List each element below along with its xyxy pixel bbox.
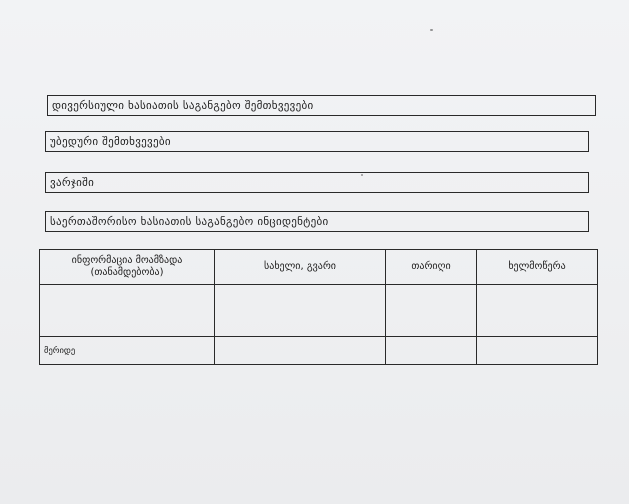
heading-text: საერთაშორისო ხასიათის საგანგებო ინციდენტები <box>50 215 329 228</box>
heading-text: უბედური შემთხვევები <box>50 135 171 148</box>
column-header-name: სახელი, გვარი <box>215 250 386 285</box>
heading-sabotage-emergencies <box>47 95 596 116</box>
table-cell-prepared-by[interactable]: მერიდე <box>40 337 215 365</box>
table-row <box>40 337 598 365</box>
table-cell-signature[interactable] <box>477 285 598 337</box>
heading-text: ვარჯიში <box>50 176 95 189</box>
table-header-row <box>40 250 598 285</box>
table-cell-date[interactable] <box>386 337 477 365</box>
column-header-prepared-by: ინფორმაცია მოამზადა (თანამდებობა) <box>40 250 215 285</box>
heading-international-incidents <box>45 211 589 232</box>
column-header-signature: ხელმოწერა <box>477 250 598 285</box>
heading-accidents <box>45 131 589 152</box>
scan-speck <box>430 29 433 31</box>
table-cell-date[interactable] <box>386 285 477 337</box>
table-cell-signature[interactable] <box>477 337 598 365</box>
heading-text: დივერსიული ხასიათის საგანგებო შემთხვევები <box>52 99 314 112</box>
table-row <box>40 285 598 337</box>
heading-drill <box>45 172 589 193</box>
table-cell-name[interactable] <box>215 285 386 337</box>
signature-table <box>39 249 598 365</box>
table-cell-prepared-by[interactable] <box>40 285 215 337</box>
column-header-date: თარიღი <box>386 250 477 285</box>
table-cell-name[interactable] <box>215 337 386 365</box>
